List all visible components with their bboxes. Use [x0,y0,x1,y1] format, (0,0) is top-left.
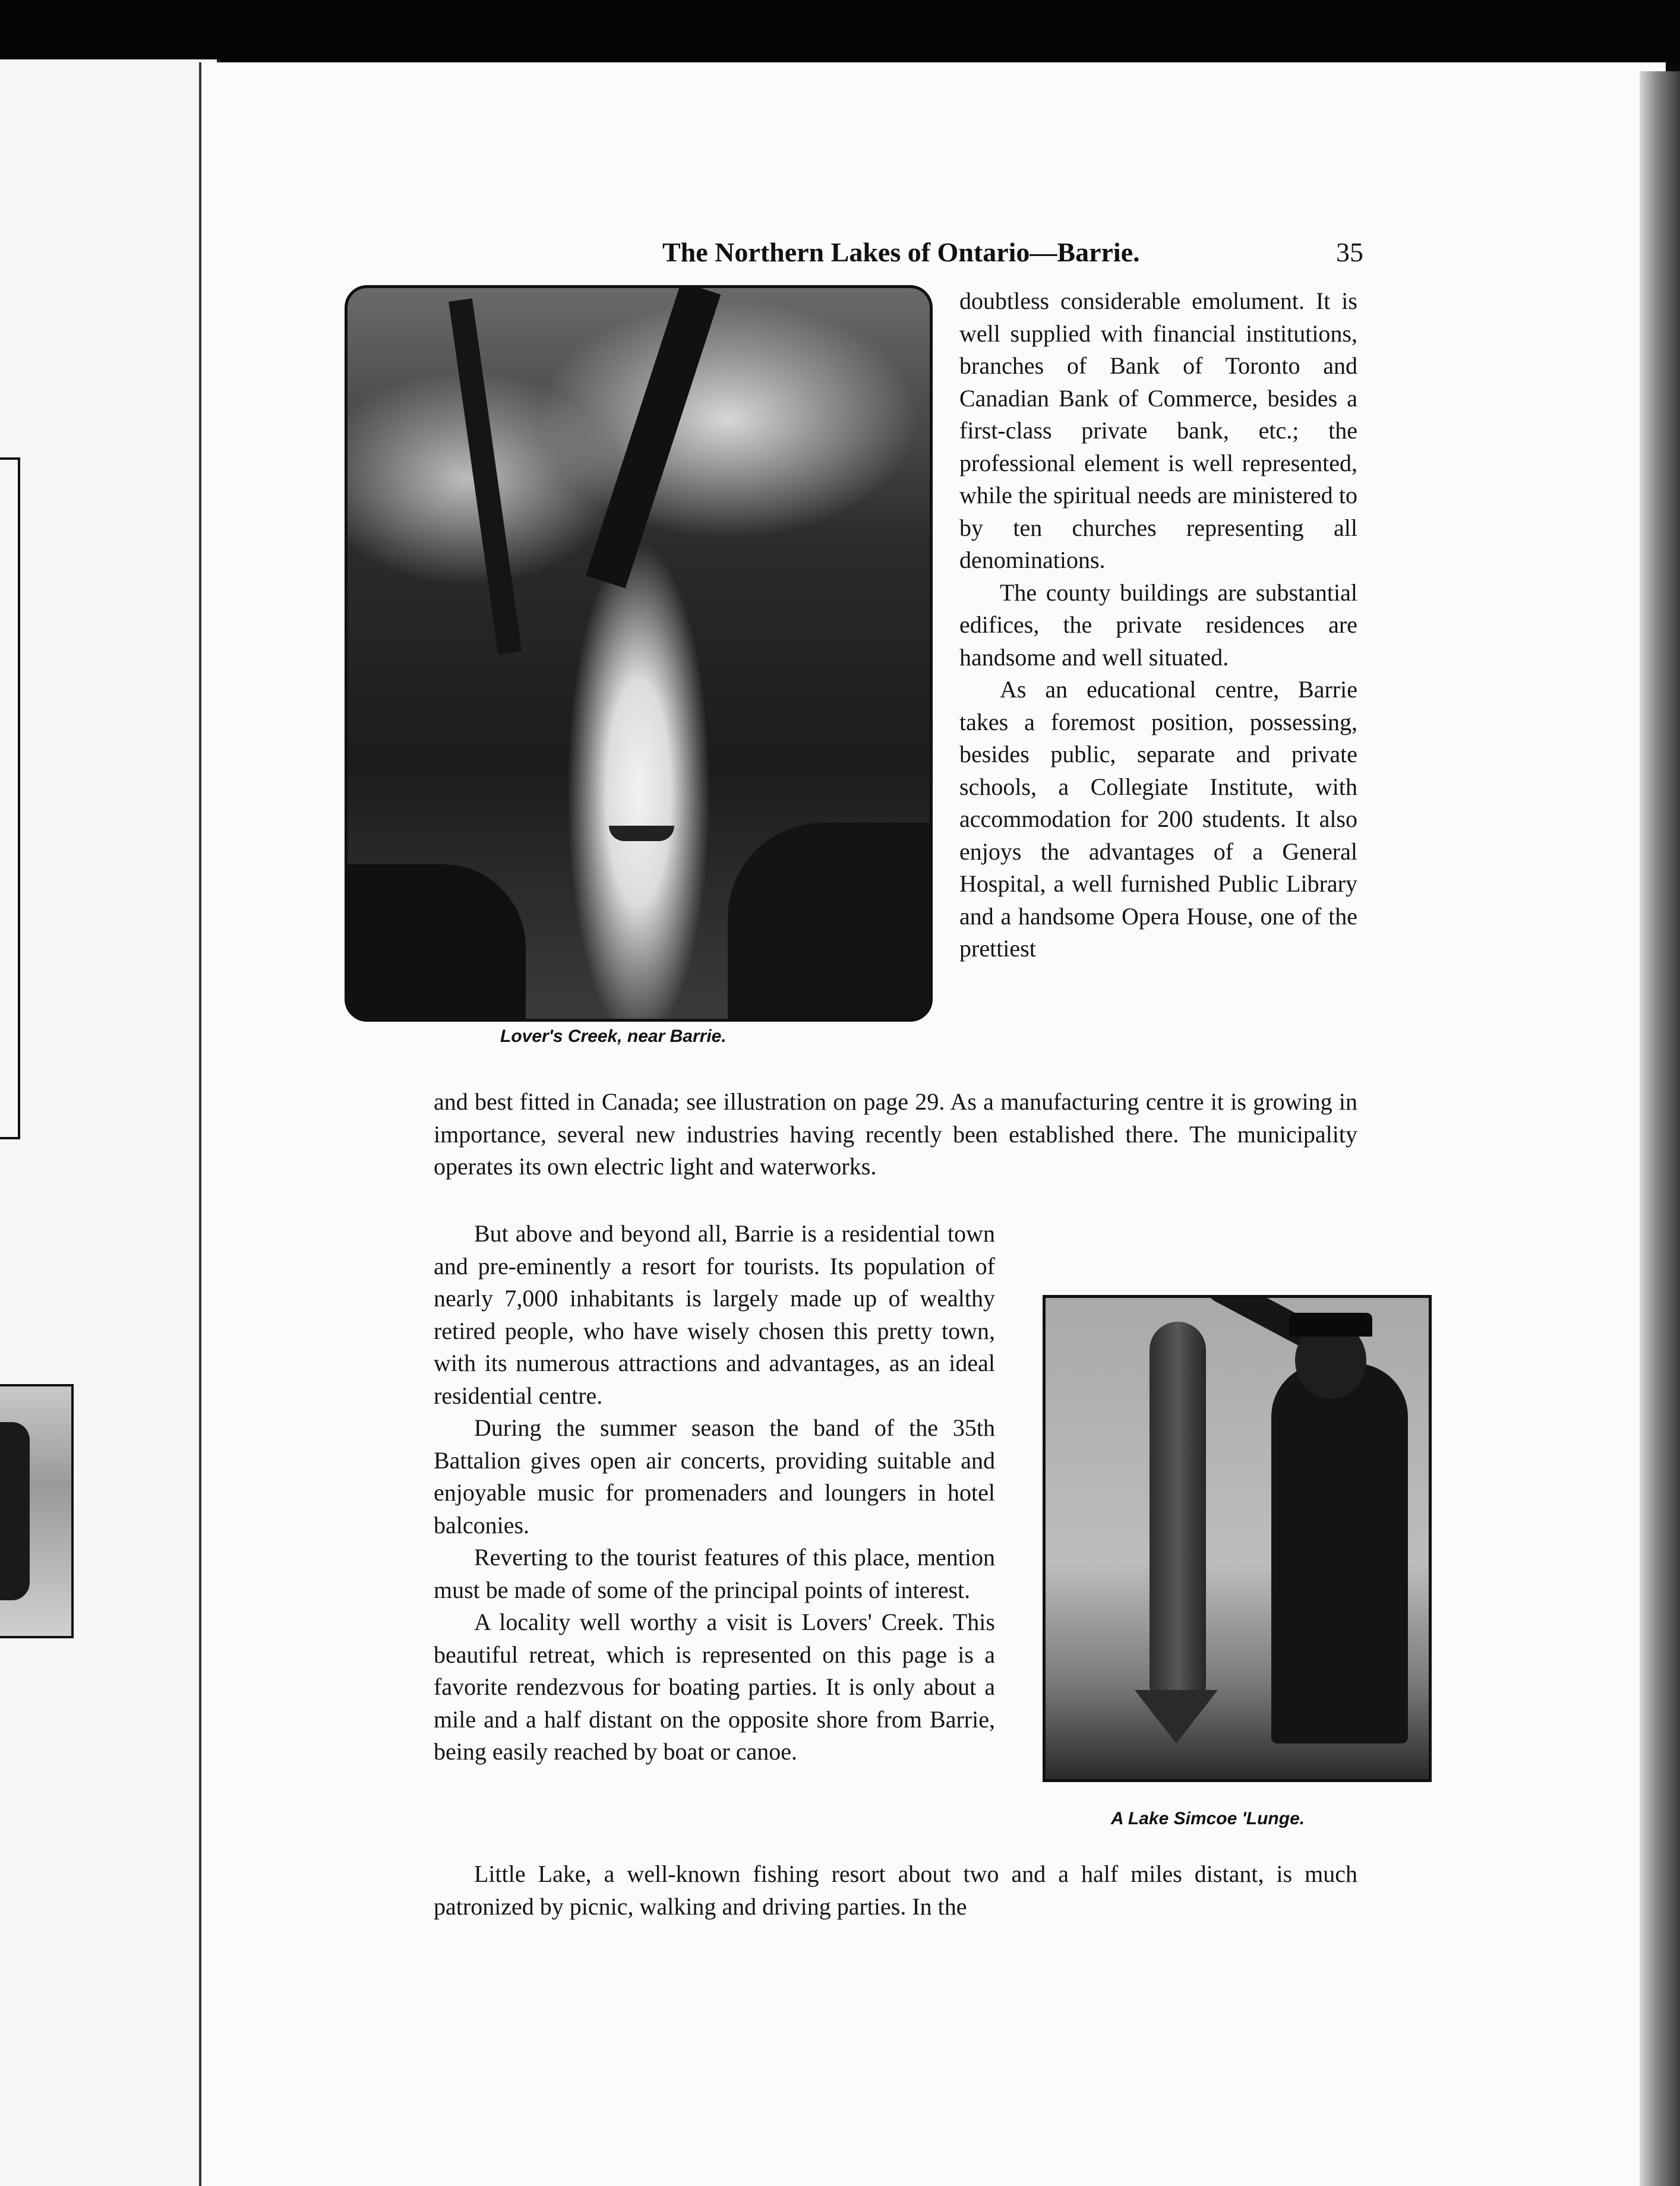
paragraph: and best fitted in Canada; see illustration on page 29. As a manufacturing centre it is growing in importance, several new industries having recently been established there. The municipality operates its own electric light and waterworks. [434,1088,1357,1180]
paragraph: As an educational centre, Barrie takes a foremost position, possessing, besides public, separate and private schools, a Collegiate Institute, with accommodation for 200 students. It also enjoys the advantages of a General Hospital, a well furnished Public Library and a handsome Opera House, one of the prettiest [959,676,1357,962]
paragraph: A locality well worthy a visit is Lovers' Creek. This beautiful retreat, which is represented on this page is a favorite rendezvous for boating parties. It is only about a mile and a half distant on the opposite shore from Barrie, being easily reached by boat or canoe. [434,1609,995,1765]
text-full-width-1 [434,1086,1357,1183]
running-title: The Northern Lakes of Ontario—Barrie. [662,237,1140,267]
man-figure [1271,1363,1408,1743]
lovers-creek-photo [345,285,933,1022]
facing-page-photo [0,1384,74,1638]
paragraph: doubtless considerable emolument. It is well supplied with financial institutions, branches of Bank of Toronto and Canadian Bank of Commerce, besides a first-class private bank, etc.; the professional element is well represented, while the spiritual needs are ministered to by ten churches representing all denominations. [959,288,1357,573]
lunge-photo [1043,1295,1432,1782]
text-column-middle [434,1218,995,1768]
page-edge-shadow [1640,71,1680,2186]
scan-top-border [0,0,1680,65]
paragraph: But above and beyond all, Barrie is a residential town and pre-eminently a resort for tourists. Its population of nearly 7,000 inhabitants is largely made up of wealthy retired people, who have wisely chosen this pretty town, with its numerous attractions and advantages, as an ideal residential centre. [434,1220,995,1409]
text-full-width-2 [434,1858,1357,1923]
facing-page-frame [0,457,20,1139]
paragraph: Reverting to the tourist features of this place, mention must be made of some of the principal points of interest. [434,1544,995,1603]
running-header [662,236,1363,272]
fish-figure [1150,1322,1206,1702]
paragraph: The county buildings are substantial edifices, the private residences are handsome and well situated. [959,579,1357,671]
facing-page-edge [0,59,220,2186]
text-column-top [959,285,1357,965]
canoe-figure [609,826,674,841]
lunge-caption: A Lake Simcoe 'Lunge. [1111,1809,1305,1828]
paragraph: During the summer season the band of the 35th Battalion gives open air concerts, providing suitable and enjoyable music for promenaders and loungers in hotel balconies. [434,1414,995,1539]
lovers-creek-caption: Lover's Creek, near Barrie. [500,1026,727,1046]
paragraph: Little Lake, a well-known fishing resort about two and a half miles distant, is much patronized by picnic, walking and driving parties. In the [434,1860,1357,1920]
page-number: 35 [1336,237,1363,267]
